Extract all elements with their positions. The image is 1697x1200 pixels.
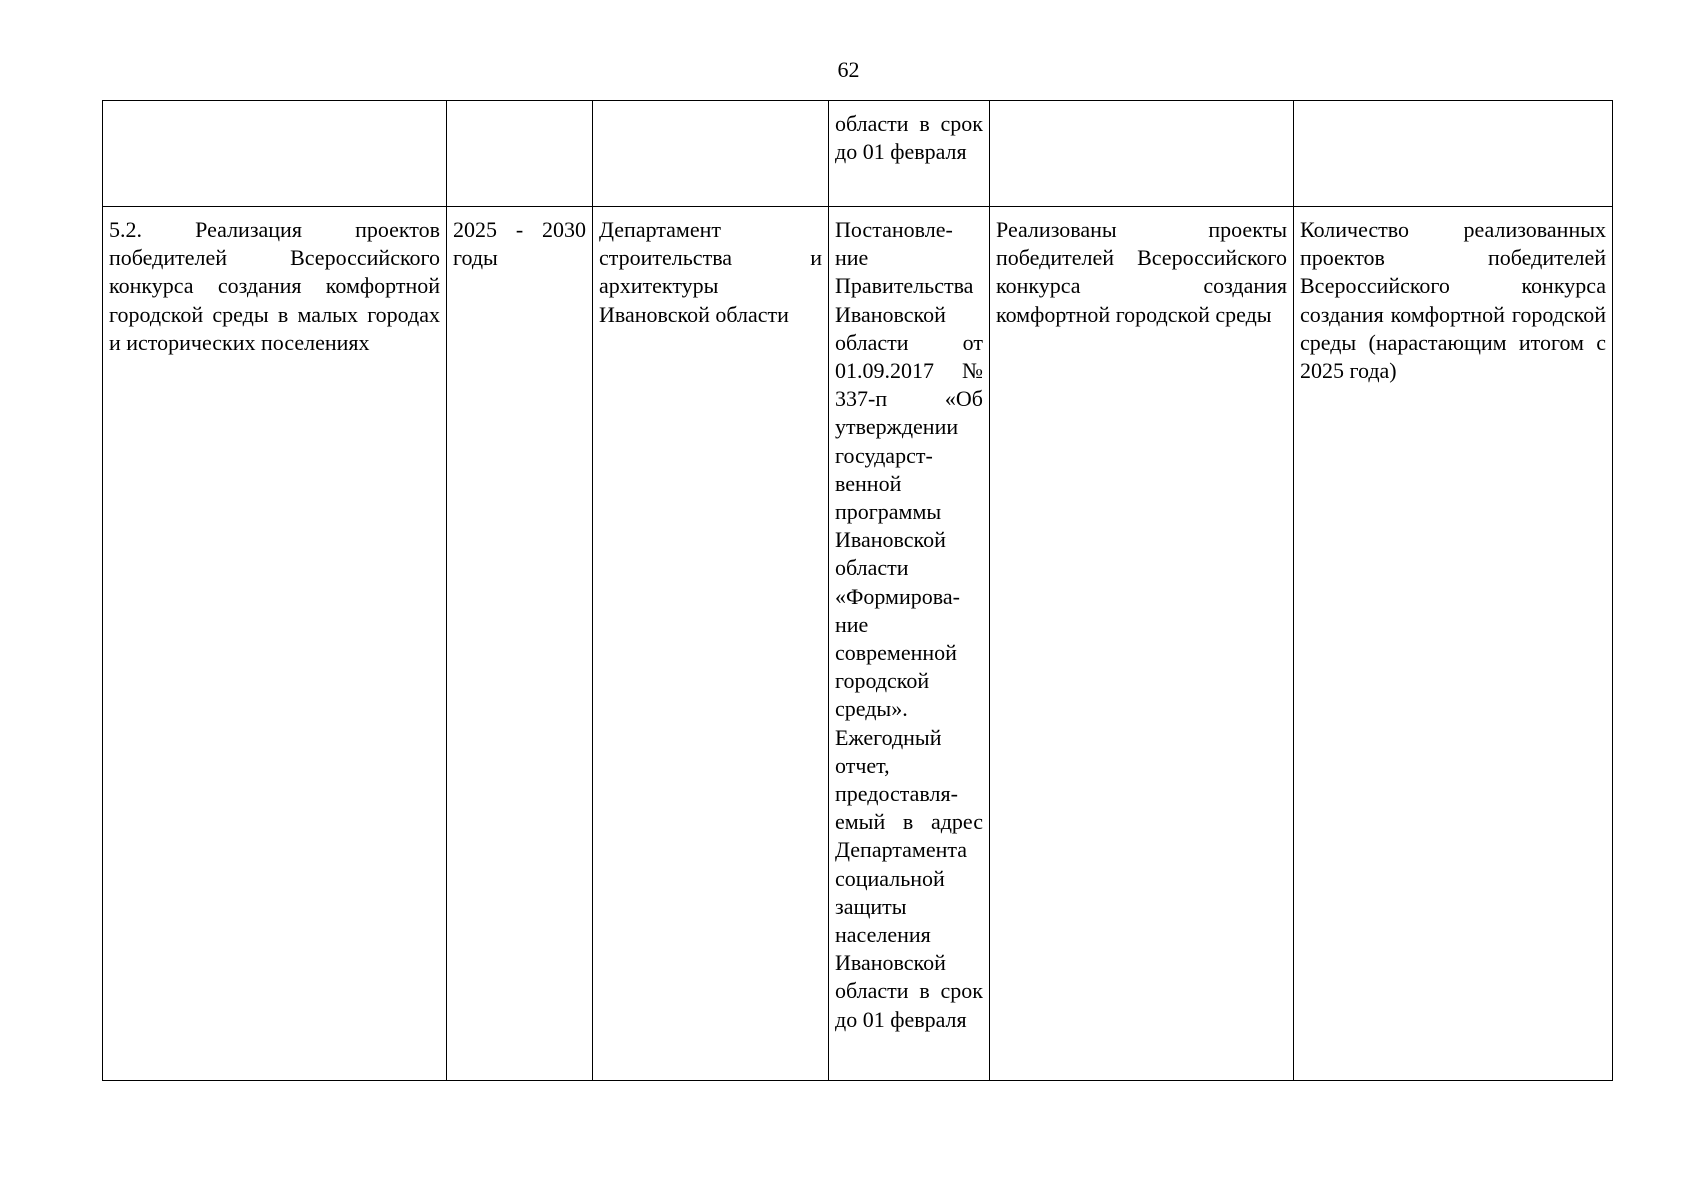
period-cell: 2025 - 2030 годы <box>447 207 593 1081</box>
result-cell: Реализованы проекты победителей Всероссийского конкурса создания комфортной городской среды <box>990 207 1294 1081</box>
table-cell: области в срок до 01 февраля <box>829 101 990 207</box>
responsible-cell: Департамент строительства и архитектуры Ивановской области <box>593 207 829 1081</box>
table-cell <box>447 101 593 207</box>
table-cell <box>990 101 1294 207</box>
table-cell <box>103 101 447 207</box>
measures-table <box>102 100 1613 1081</box>
table-row <box>103 207 1613 1081</box>
table-cell <box>593 101 829 207</box>
indicator-cell: Количество реализованных проектов победителей Всероссийского конкурса создания комфортной городской среды (нарастающим итогом с 2025 года) <box>1294 207 1613 1081</box>
table-row <box>103 101 1613 207</box>
table-cell <box>1294 101 1613 207</box>
document-cell: Постановле-ние Правительства Ивановской области от 01.09.2017 № 337-п «Об утверждении государст-венной программы Ивановской области «Формирова-ние современной городской среды». Ежегодный отчет, предоставля-емый в адрес Департамента социальной защиты населения Ивановской области в срок до 01 февраля <box>829 207 990 1081</box>
page-number: 62 <box>837 57 860 82</box>
measure-name-cell: 5.2. Реализация проектов победителей Всероссийского конкурса создания комфортной городской среды в малых городах и исторических поселениях <box>103 207 447 1081</box>
